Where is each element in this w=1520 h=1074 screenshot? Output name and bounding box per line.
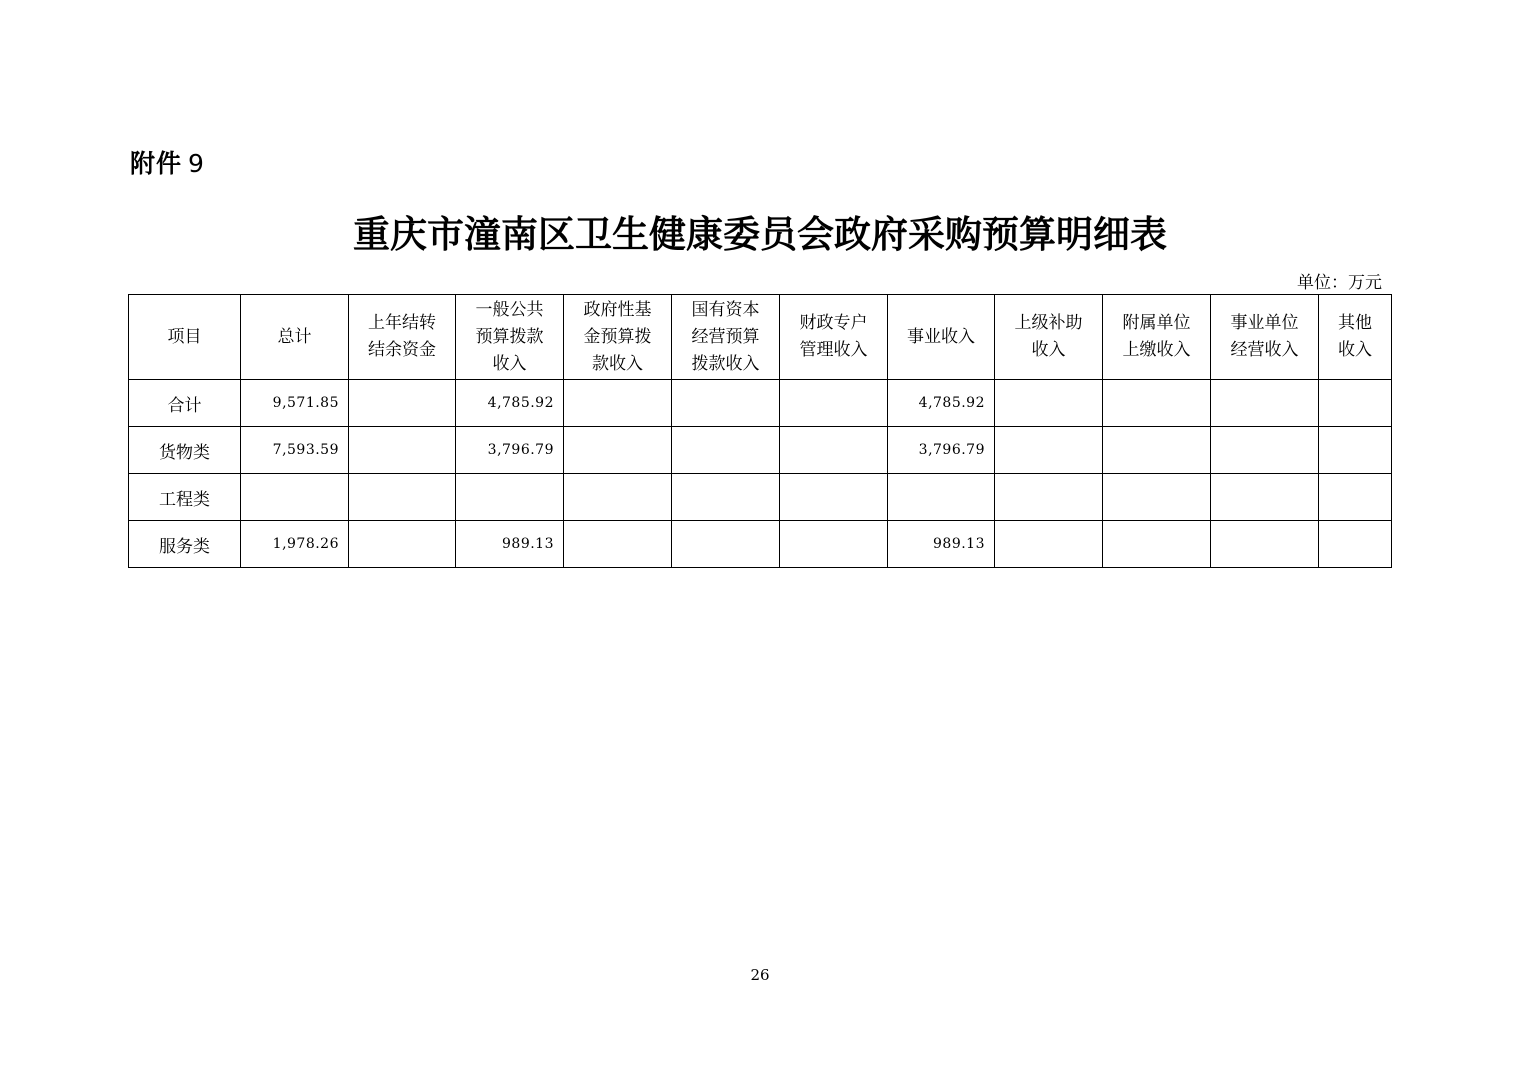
column-header: [995, 295, 1103, 380]
column-header-line: 一般公共: [475, 299, 544, 320]
table-cell: [564, 474, 672, 521]
table-cell: [1211, 474, 1319, 521]
table-cell: 4,785.92: [456, 380, 564, 427]
table-row: [129, 427, 1392, 474]
column-header-line: 上级补助: [1014, 313, 1083, 333]
table-cell: [672, 521, 780, 568]
table-cell: [780, 474, 888, 521]
table-cell: [564, 380, 672, 427]
table-cell: [241, 474, 349, 521]
row-item-label: 工程类: [129, 474, 241, 521]
table-cell: 4,785.92: [888, 380, 995, 427]
column-header-line: 上年结转: [368, 313, 436, 333]
table-header-row: [129, 295, 1392, 380]
table-cell: [456, 474, 564, 521]
attachment-text: 附件: [130, 149, 183, 178]
row-item-label: 货物类: [129, 427, 241, 474]
column-header-line: 拨款收入: [691, 353, 760, 374]
unit-label: 单位：万元: [1297, 273, 1382, 293]
column-header: [564, 295, 672, 380]
table-cell: [1319, 427, 1392, 474]
page-number: 26: [750, 966, 770, 984]
column-header: [456, 295, 564, 380]
table-cell: [1211, 427, 1319, 474]
column-header-line: 预算拨款: [475, 326, 544, 347]
table-cell: [672, 474, 780, 521]
table-cell: [1211, 521, 1319, 568]
table-cell: [995, 474, 1103, 521]
table-cell: 9,571.85: [241, 380, 349, 427]
table-cell: 989.13: [456, 521, 564, 568]
table-cell: [1103, 474, 1211, 521]
column-header-line: 项目: [167, 326, 202, 347]
column-header-line: 经营收入: [1230, 340, 1299, 360]
table-cell: [349, 521, 456, 568]
column-header: [672, 295, 780, 380]
column-header-line: 附属单位: [1122, 313, 1191, 333]
table-cell: 3,796.79: [456, 427, 564, 474]
procurement-budget-table: [128, 294, 1392, 568]
table-cell: [564, 427, 672, 474]
table-cell: [995, 427, 1103, 474]
column-header-line: 结余资金: [368, 340, 436, 360]
table-row: [129, 474, 1392, 521]
column-header-line: 收入: [492, 353, 527, 374]
column-header: [1211, 295, 1319, 380]
table-cell: [1103, 380, 1211, 427]
table-cell: 3,796.79: [888, 427, 995, 474]
table-cell: [888, 474, 995, 521]
table-cell: [1103, 427, 1211, 474]
column-header-line: 款收入: [592, 353, 643, 374]
column-header: [888, 295, 995, 380]
column-header: [129, 295, 241, 380]
column-header: [1319, 295, 1392, 380]
table-row: [129, 521, 1392, 568]
table-cell: [780, 427, 888, 474]
column-header: [780, 295, 888, 380]
table-cell: [564, 521, 672, 568]
row-item-label: 服务类: [129, 521, 241, 568]
column-header-line: 收入: [1338, 340, 1372, 360]
table-cell: [349, 427, 456, 474]
table-cell: [672, 380, 780, 427]
column-header-line: 财政专户: [799, 313, 868, 333]
table-cell: [1319, 521, 1392, 568]
row-item-label: 合计: [129, 380, 241, 427]
table-cell: [349, 380, 456, 427]
column-header-line: 总计: [277, 326, 312, 347]
attachment-label: [130, 144, 205, 180]
table-cell: [995, 521, 1103, 568]
column-header-line: 经营预算: [691, 326, 760, 347]
table-cell: 989.13: [888, 521, 995, 568]
column-header-line: 上缴收入: [1122, 340, 1191, 360]
column-header-line: 国有资本: [691, 299, 760, 320]
column-header-line: 收入: [1031, 340, 1066, 360]
column-header-line: 金预算拨: [583, 326, 652, 347]
table-row: [129, 380, 1392, 427]
column-header-line: 管理收入: [799, 340, 868, 360]
column-header-line: 政府性基: [583, 299, 652, 320]
table-cell: [672, 427, 780, 474]
column-header-line: 其他: [1338, 313, 1372, 333]
table-cell: [1211, 380, 1319, 427]
column-header-line: 事业收入: [907, 326, 975, 347]
table-cell: 7,593.59: [241, 427, 349, 474]
table-cell: 1,978.26: [241, 521, 349, 568]
table-cell: [780, 380, 888, 427]
column-header: [1103, 295, 1211, 380]
column-header: [241, 295, 349, 380]
attachment-number: 9: [188, 149, 205, 178]
column-header: [349, 295, 456, 380]
table-cell: [780, 521, 888, 568]
table-cell: [995, 380, 1103, 427]
table-cell: [349, 474, 456, 521]
table-cell: [1319, 380, 1392, 427]
page-title: 重庆市潼南区卫生健康委员会政府采购预算明细表: [353, 212, 1167, 256]
table-cell: [1103, 521, 1211, 568]
table-cell: [1319, 474, 1392, 521]
column-header-line: 事业单位: [1230, 313, 1299, 333]
